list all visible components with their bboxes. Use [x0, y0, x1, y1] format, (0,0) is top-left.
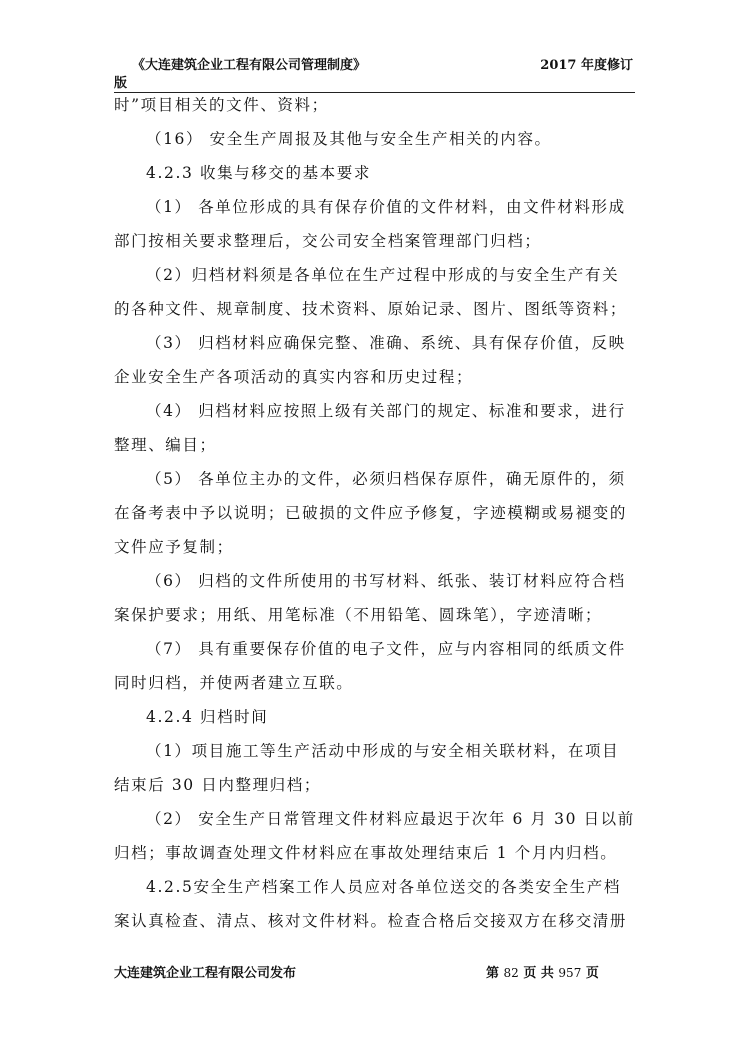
footer-page-info — [486, 962, 599, 981]
body-line: （3） 归档材料应确保完整、准确、系统、具有保存价值，反映 — [146, 334, 626, 352]
section-heading: 4.2.4 归档时间 — [146, 708, 269, 726]
body-line: 时”项目相关的文件、资料； — [114, 96, 329, 114]
body-line: 案保护要求；用纸、用笔标准（不用铅笔、圆珠笔），字迹清晰； — [114, 606, 603, 624]
page-number: 82 — [503, 966, 519, 980]
page-prefix: 第 — [486, 966, 500, 981]
page-suffix: 页 — [585, 966, 599, 981]
body-line: 的各种文件、规章制度、技术资料、原始记录、图片、图纸等资料； — [114, 300, 628, 318]
footer-publisher: 大连建筑企业工程有限公司发布 — [114, 966, 297, 981]
body-line: （2） 安全生产日常管理文件材料应最迟于次年 6 月 30 日以前 — [146, 810, 635, 828]
body-line: （7） 具有重要保存价值的电子文件，应与内容相同的纸质文件 — [146, 640, 626, 658]
body-line: 部门按相关要求整理后，交公司安全档案管理部门归档； — [114, 232, 542, 250]
document-title: 《大连建筑企业工程有限公司管理制度》 — [132, 58, 367, 73]
edition-label: 2017 年度修订 — [540, 58, 633, 73]
body-line: （1）项目施工等生产活动中形成的与安全相关联材料，在项目 — [146, 742, 620, 760]
page-mid: 页 共 — [523, 966, 554, 981]
body-line: （16） 安全生产周报及其他与安全生产相关的内容。 — [146, 130, 552, 148]
body-line: 4.2.5安全生产档案工作人员应对各单位送交的各类安全生产档 — [146, 878, 621, 896]
body-line: 归档；事故调查处理文件材料应在事故处理结束后 1 个月内归档。 — [114, 844, 618, 862]
section-heading: 4.2.3 收集与移交的基本要求 — [146, 164, 371, 182]
body-line: 整理、编目； — [114, 436, 217, 454]
edition-label-wrap: 版 — [114, 76, 128, 91]
page-header — [114, 52, 635, 93]
body-line: 在备考表中予以说明；已破损的文件应予修复，字迹模糊或易褪变的 — [114, 504, 628, 522]
body-line: （5） 各单位主办的文件，必须归档保存原件，确无原件的，须 — [146, 470, 626, 488]
body-line: 文件应予复制； — [114, 538, 234, 556]
body-line: 结束后 30 日内整理归档； — [114, 776, 321, 794]
page-total: 957 — [558, 966, 582, 980]
body-line: 企业安全生产各项活动的真实内容和历史过程； — [114, 368, 474, 386]
body-line: 案认真检查、清点、核对文件材料。检查合格后交接双方在移交清册 — [114, 912, 628, 930]
body-line: （4） 归档材料应按照上级有关部门的规定、标准和要求，进行 — [146, 402, 626, 420]
body-line: （1） 各单位形成的具有保存价值的文件材料，由文件材料形成 — [146, 198, 626, 216]
body-line: （2）归档材料须是各单位在生产过程中形成的与安全生产有关 — [146, 266, 620, 284]
body-line: （6） 归档的文件所使用的书写材料、纸张、装订材料应符合档 — [146, 572, 626, 590]
body-line: 同时归档，并使两者建立互联。 — [114, 674, 354, 692]
